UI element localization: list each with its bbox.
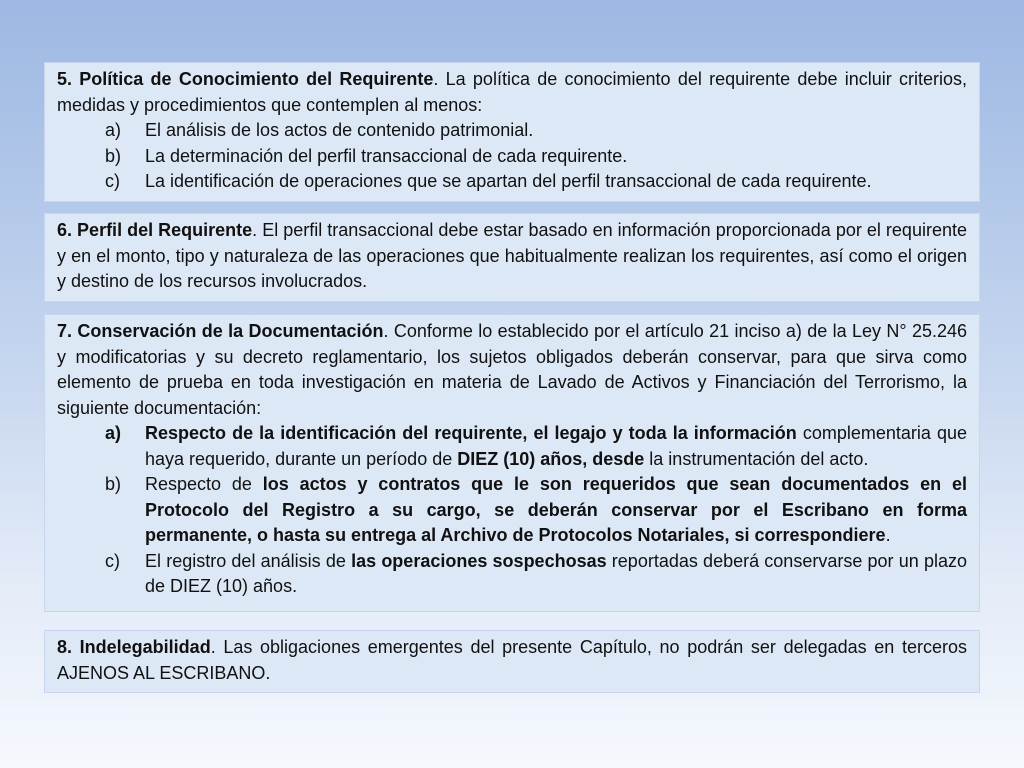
list-item <box>57 472 967 549</box>
list-item-part: la instrumentación del acto. <box>644 448 869 469</box>
list-item-bold: los actos y contratos que le son requeridos que sean documentados en el Protocolo del Registro a su cargo, se deberán conservar por el Escribano en forma permanente, o hasta su entrega al Archivo de Protocolos Notariales, si correspondiere <box>145 474 967 545</box>
list-item-bold: Respecto de la identificación del requirente, el legajo y toda la información <box>145 423 797 443</box>
list-item <box>57 421 967 472</box>
list-item-bold: las operaciones sospechosas <box>351 550 607 571</box>
list-marker: c) <box>105 171 120 191</box>
list-marker: b) <box>105 474 122 494</box>
section-7-title: 7. Conservación de la Documentación <box>57 321 384 341</box>
list-item-part: reportadas deberá conservarse por un plazo de DIEZ (10) años. <box>145 550 968 596</box>
list-item-part: . <box>885 525 891 545</box>
list-item-text <box>145 421 967 472</box>
section-5-intro: . La política de conocimiento del requirente debe incluir criterios, medidas y procedimientos que contemplen al menos: <box>57 69 968 115</box>
list-item-text <box>145 549 967 600</box>
list-item-part: Respecto de <box>145 474 263 494</box>
section-8-title: 8. Indelegabilidad <box>57 637 211 657</box>
section-8-paragraph <box>57 635 967 686</box>
list-marker: b) <box>105 145 122 166</box>
list-item-text: El análisis de los actos de contenido patrimonial. <box>145 120 534 140</box>
list-item-text: La identificación de operaciones que se apartan del perfil transaccional de cada requirente. <box>145 171 872 191</box>
list-marker: a) <box>105 120 122 140</box>
list-item-part: El registro del análisis de <box>145 550 352 571</box>
section-5-list <box>57 118 967 195</box>
section-8-box <box>44 630 980 693</box>
section-6-box <box>44 213 980 302</box>
section-6-paragraph <box>57 218 967 295</box>
list-item-text: La determinación del perfil transaccional de cada requirente. <box>145 145 628 166</box>
list-item <box>57 169 967 195</box>
list-item-part: complementaria que haya requerido, durante un período de <box>145 423 968 469</box>
section-6-title: 6. Perfil del Requirente <box>57 220 253 240</box>
section-8-text: . Las obligaciones emergentes del presente Capítulo, no podrán ser delegadas en terceros AJENOS AL ESCRIBANO. <box>57 637 967 683</box>
section-7-intro: . Conforme lo establecido por el artículo 21 inciso a) de la Ley N° 25.246 y modificatorias y su decreto reglamentario, los sujetos obligados deberán conservar, para que sirva como elemento de prueba en toda investigación en materia de Lavado de Activos y Financiación del Terrorismo, la siguiente documentación: <box>57 321 967 418</box>
list-marker: c) <box>105 550 120 571</box>
list-item <box>57 549 967 600</box>
section-5-box <box>44 62 980 202</box>
section-7-box <box>44 314 980 612</box>
list-item <box>57 144 967 170</box>
section-5-title: 5. Política de Conocimiento del Requirente <box>57 69 434 89</box>
list-item-bold: DIEZ (10) años, desde <box>457 448 645 469</box>
list-item <box>57 118 967 144</box>
section-5-paragraph <box>57 67 967 118</box>
section-7-list <box>57 421 967 600</box>
section-6-text: . El perfil transaccional debe estar basado en información proporcionada por el requirente y en el monto, tipo y naturaleza de las operaciones que habitualmente realizan los requirentes, así como el origen y destino de los recursos involucrados. <box>57 220 967 291</box>
list-marker: a) <box>105 423 122 443</box>
section-7-paragraph <box>57 319 967 421</box>
list-item-text <box>145 472 967 549</box>
